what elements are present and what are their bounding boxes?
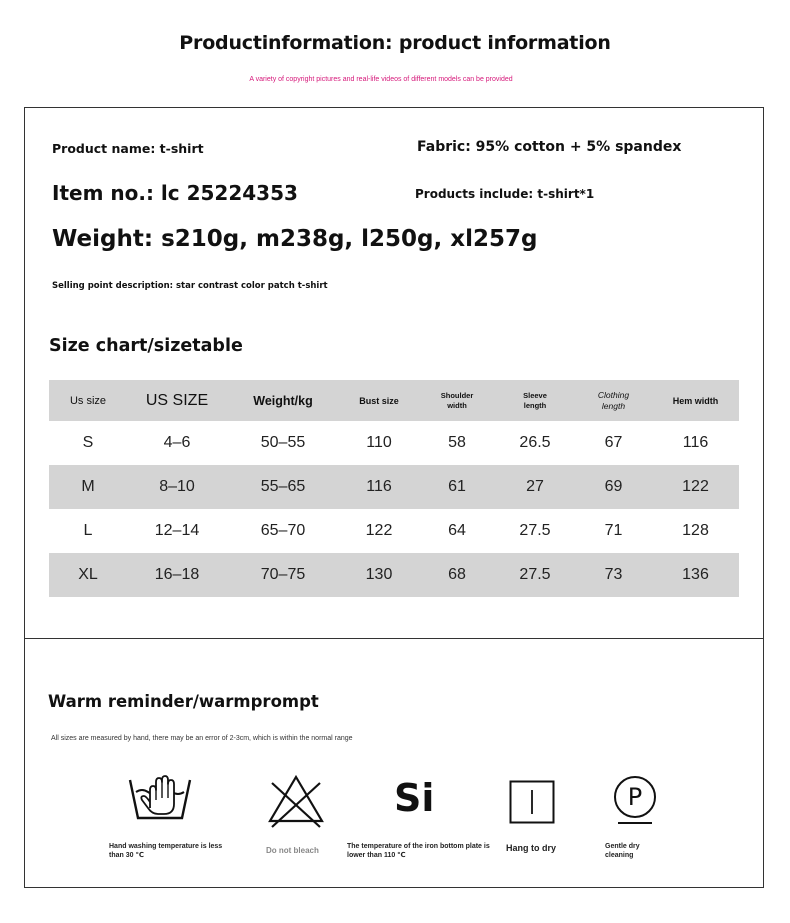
header-clothing-length: Clothing length [597, 389, 630, 411]
dry-clean-p-icon [612, 775, 658, 832]
hang-dry-icon [509, 780, 555, 829]
page-subtitle: A variety of copyright pictures and real-life videos of different models can be provided [249, 76, 513, 83]
page-title: Productinformation: product information [179, 32, 611, 54]
warm-reminder-title: Warm reminder/warmprompt [48, 692, 319, 711]
cell: 26.5 [519, 434, 551, 451]
cell: 116 [366, 478, 392, 495]
no-bleach-icon [266, 773, 326, 834]
selling-point: Selling point description: star contrast color patch t-shirt [52, 281, 328, 291]
cell: 69 [604, 478, 623, 495]
cell: XL [78, 566, 98, 583]
cell: 136 [682, 566, 709, 583]
cell: 64 [448, 522, 466, 539]
table-row [49, 509, 739, 553]
care-label-iron: The temperature of the iron bottom plate is lower than 110 ℃ [347, 843, 490, 859]
cell: S [82, 434, 94, 451]
cell: 50–55 [260, 434, 306, 451]
product-fabric: Fabric: 95% cotton + 5% spandex [417, 139, 682, 155]
product-includes: Products include: t-shirt*1 [415, 187, 595, 201]
cell: 8–10 [159, 478, 195, 495]
hand-wash-icon [128, 774, 192, 833]
product-weight: Weight: s210g, m238g, l250g, xl257g [52, 226, 538, 252]
product-name: Product name: t-shirt [52, 141, 204, 156]
cell: 130 [365, 566, 393, 583]
silicon-symbol: Si [394, 776, 435, 820]
cell: 122 [682, 478, 709, 495]
cell: 128 [682, 522, 709, 539]
header-us-size: Us size [69, 394, 107, 407]
measurement-note: All sizes are measured by hand, there may be an error of 2-3cm, which is within the normal range [51, 735, 353, 742]
cell: 67 [604, 434, 623, 451]
care-label-dry-clean: Gentle dry cleaning [605, 843, 640, 859]
header-us-size-caps: US SIZE [145, 391, 209, 409]
header-weight: Weight/kg [253, 393, 313, 408]
size-chart-title: Size chart/sizetable [49, 336, 243, 356]
cell: 12–14 [154, 522, 200, 539]
cell: 65–70 [260, 522, 306, 539]
cell: 4–6 [163, 434, 191, 451]
size-table-header [49, 380, 739, 421]
cell: 73 [604, 566, 623, 583]
table-row [49, 421, 739, 465]
header-hem: Hem width [672, 395, 719, 406]
cell: L [83, 522, 93, 539]
cell: 110 [366, 434, 392, 451]
size-table [49, 380, 739, 597]
table-row [49, 553, 739, 597]
cell: 71 [604, 522, 623, 539]
table-row [49, 465, 739, 509]
cell: 61 [448, 478, 466, 495]
cell: 16–18 [154, 566, 200, 583]
cell: 27.5 [519, 566, 551, 583]
cell: 27.5 [519, 522, 551, 539]
care-label-hang-dry: Hang to dry [506, 843, 557, 853]
cell: 55–65 [260, 478, 306, 495]
cell: 58 [448, 434, 466, 451]
svg-text:P: P [627, 783, 643, 811]
header-shoulder: Shoulder width [440, 390, 474, 410]
cell: 122 [365, 522, 393, 539]
cell: 27 [526, 478, 544, 495]
product-item-no: Item no.: lc 25224353 [52, 181, 298, 205]
cell: 70–75 [260, 566, 306, 583]
care-label-no-bleach: Do not bleach [266, 846, 319, 855]
section-divider [24, 638, 764, 639]
cell: 68 [448, 566, 466, 583]
care-label-hand-wash: Hand washing temperature is less than 30 ℃ [109, 843, 223, 859]
header-bust: Bust size [359, 395, 399, 406]
header-sleeve: Sleeve length [523, 390, 547, 410]
cell: 116 [682, 434, 709, 451]
cell: M [81, 478, 95, 495]
